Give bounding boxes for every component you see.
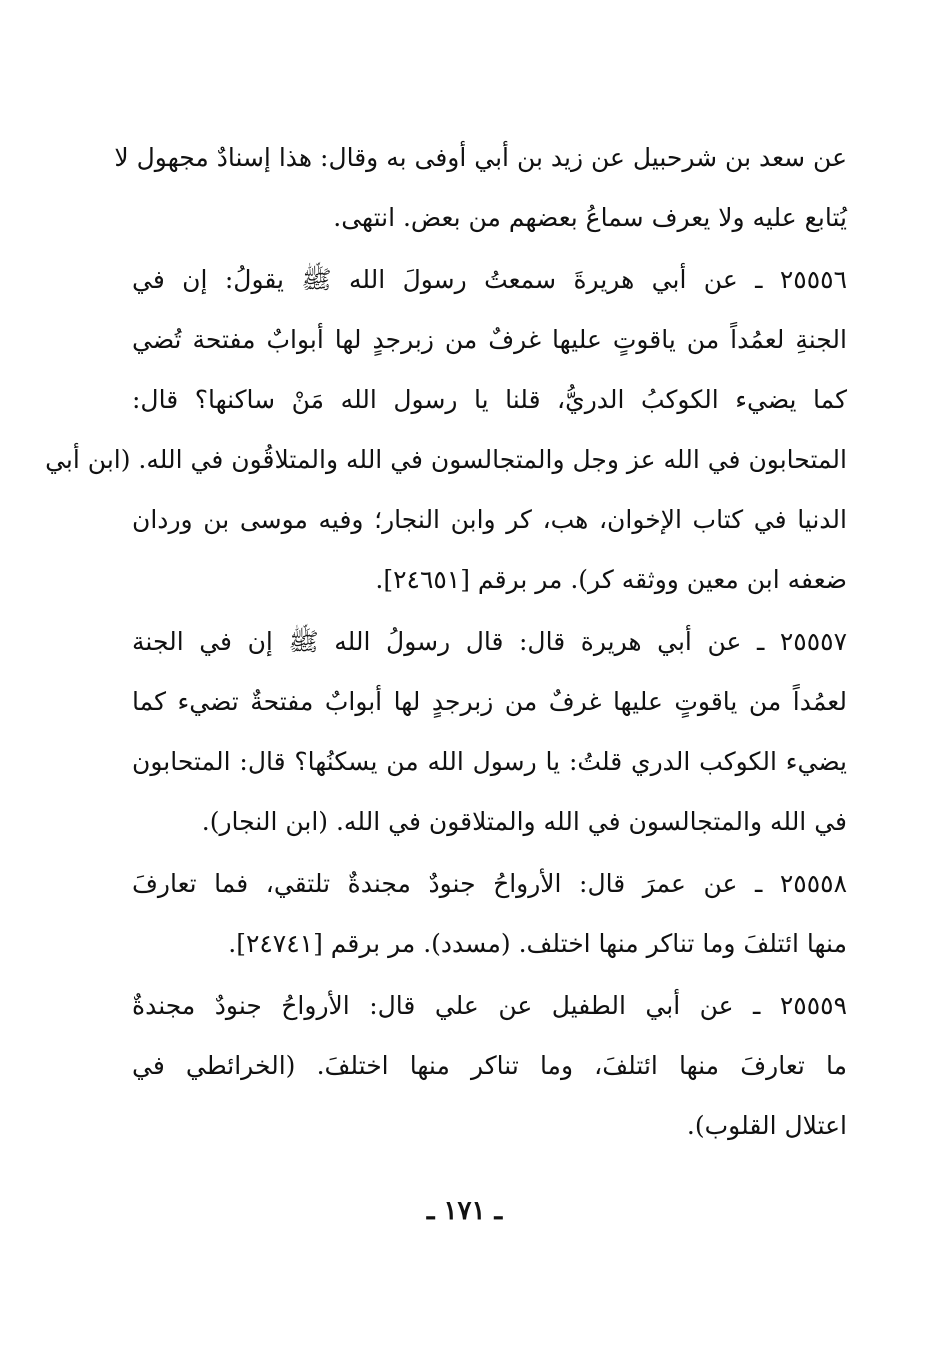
text-line: يضيء الكوكب الدري قلتُ: يا رسول الله من يسكنُها؟ قال: المتحابون [132,747,847,776]
text-line: ٢٥٥٥٩ ـ عن أبي الطفيل عن علي قال: الأرواحُ جنودٌ مجندةٌ [132,991,847,1020]
text-line: منها ائتلفَ وما تناكر منها اختلف. (مسدد). مر برقم [٢٤٧٤١]. [228,929,847,958]
text-line: الجنةِ لعمُداً من ياقوتٍ عليها غرفٌ من زبرجدٍ لها أبوابٌ مفتحة تُضي [132,325,847,354]
text-line: ٢٥٥٥٧ ـ عن أبي هريرة قال: قال رسولُ الله ﷺ إن في الجنة [132,627,847,656]
text-line: ٢٥٥٥٦ ـ عن أبي هريرةَ سمعتُ رسولَ الله ﷺ يقولُ: إن في [132,265,847,294]
page-number: ـ ١٧١ ـ [426,1196,503,1226]
text-line: عن سعد بن شرحبيل عن زيد بن أبي أوفى به وقال: هذا إسنادٌ مجهول لا [114,143,847,172]
text-line: يُتابع عليه ولا يعرف سماعُ بعضهم من بعض. انتهى. [333,203,847,232]
paragraph-hadith-25557 [132,612,847,852]
paragraph-hadith-25558 [132,854,847,974]
text-line: لعمُداً من ياقوتٍ عليها غرفٌ من زبرجدٍ لها أبوابٌ مفتحةٌ تضيء كما [132,687,847,716]
text-line: المتحابون في الله عز وجل والمتجالسون في الله والمتلاقُون في الله. (ابن أبي [45,445,847,474]
text-line: ما تعارفَ منها ائتلفَ، وما تناكر منها اختلفَ. (الخرائطي في [132,1051,847,1080]
text-line: كما يضيء الكوكبُ الدريُّ، قلنا يا رسول الله مَنْ ساكنها؟ قال: [132,385,847,414]
paragraph-continuation [114,128,847,248]
text-line: الدنيا في كتاب الإخوان، هب، كر وابن النجار؛ وفيه موسى بن وردان [132,505,847,534]
text-line: في الله والمتجالسون في الله والمتلاقون في الله. (ابن النجار). [201,807,847,836]
text-line: ضعفه ابن معين ووثقه كر). مر برقم [٢٤٦٥١]. [375,565,847,594]
text-line: اعتلال القلوب). [686,1111,847,1140]
paragraph-hadith-25559 [132,976,847,1156]
text-line: ٢٥٥٥٨ ـ عن عمرَ قال: الأرواحُ جنودٌ مجندةٌ تلتقي، فما تعارفَ [132,869,847,898]
main-text [45,128,847,1156]
paragraph-hadith-25556 [45,250,847,610]
